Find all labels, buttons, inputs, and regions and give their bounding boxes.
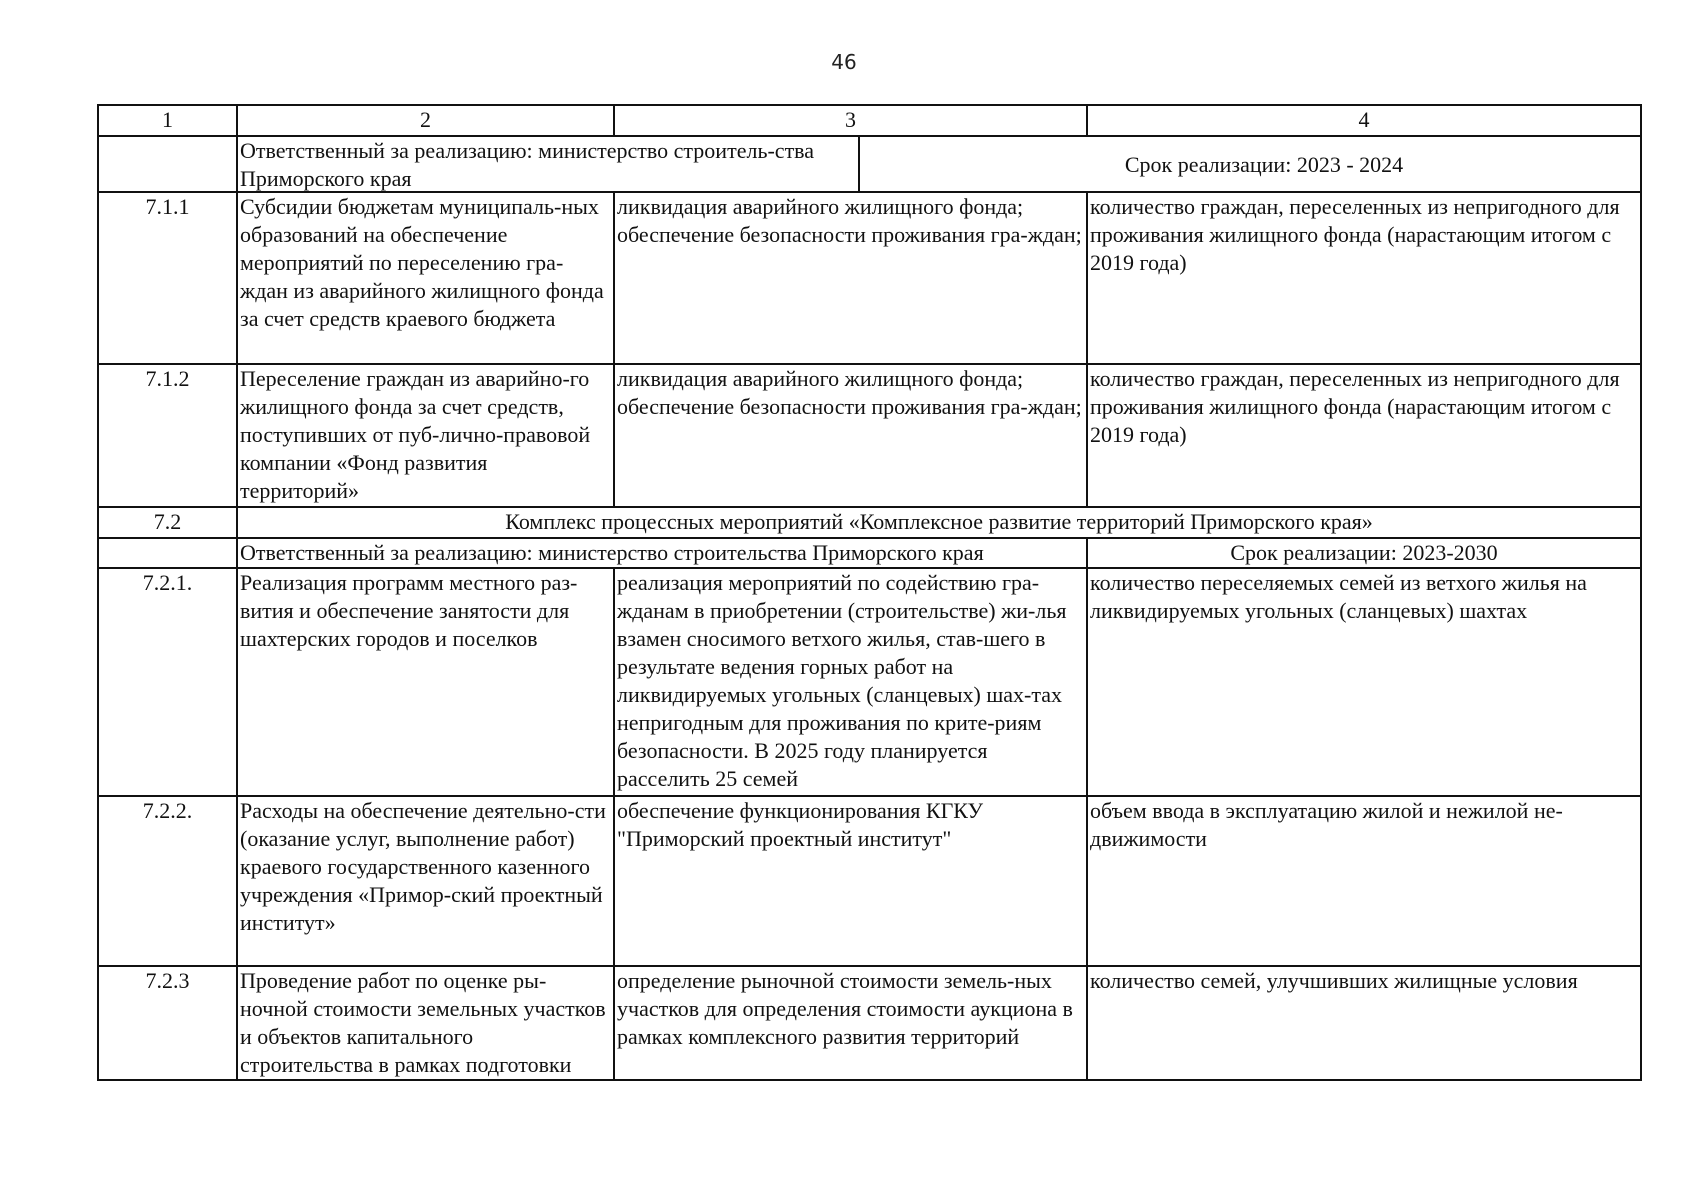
row-number: 7.2.2. — [99, 797, 238, 965]
measure-name: Проведение работ по оценке ры-ночной стоимости земельных участков и объектов капитального строительства в рамках подготовки — [238, 967, 615, 1079]
row-number: 7.1.1 — [99, 193, 238, 363]
responsible-text: Ответственный за реализацию: министерство строитель-ства Приморского края — [238, 137, 860, 191]
measure-indicator: объем ввода в эксплуатацию жилой и нежилой не-движимости — [1090, 798, 1563, 851]
measure-task: обеспечение функционирования КГКУ "Приморский проектный институт" — [615, 797, 1088, 965]
table-row — [99, 569, 1640, 797]
row-number: 7.1.2 — [99, 365, 238, 506]
measure-task: реализация мероприятий по содействию гра-жданам в приобретении (строительстве) жи-лья взамен сносимого ветхого жилья, став-шего в результате ведения горных работ на ликвидируемых угольных (сланцевых) шах-тах непригодным для проживания по крите-риям безопасности. В 2025 году планируется расселить 25 семей — [615, 569, 1088, 795]
table-row — [99, 193, 1640, 365]
implementation-term: Срок реализации: 2023-2030 — [1230, 540, 1498, 565]
row-number: 7.2.3 — [99, 967, 238, 1079]
section-row — [99, 508, 1640, 539]
section-title: Комплекс процессных мероприятий «Комплексное развитие территорий Приморского края» — [505, 509, 1373, 534]
measure-name: Переселение граждан из аварийно-го жилищного фонда за счет средств, поступивших от пуб-лично-правовой компании «Фонд развития территорий» — [238, 365, 615, 506]
measure-task: определение рыночной стоимости земель-ных участков для определения стоимости аукциона в рамках комплексного развития территорий — [615, 967, 1088, 1079]
row-number: 7.2.1. — [99, 569, 238, 795]
measure-indicator: количество граждан, переселенных из непригодного для проживания жилищного фонда (нарастающим итогом с 2019 года) — [1090, 194, 1620, 275]
empty-cell — [99, 137, 238, 191]
column-number-3: 3 — [615, 106, 1088, 135]
responsible-row — [99, 137, 1640, 193]
measure-task: ликвидация аварийного жилищного фонда; обеспечение безопасности проживания гра-ждан; — [615, 193, 1088, 363]
responsible-block — [238, 137, 1640, 191]
empty-cell — [99, 539, 238, 567]
measure-indicator: количество семей, улучшивших жилищные условия — [1090, 968, 1578, 993]
column-number-4: 4 — [1358, 107, 1370, 132]
responsible-text: Ответственный за реализацию: министерство строительства Приморского края — [238, 539, 1088, 567]
measure-name: Реализация программ местного раз-вития и обеспечение занятости для шахтерских городов и поселков — [238, 569, 615, 795]
column-number-2: 2 — [238, 106, 615, 135]
measure-name: Субсидии бюджетам муниципаль-ных образований на обеспечение мероприятий по переселению гра-ждан из аварийного жилищного фонда за счет средств краевого бюджета — [238, 193, 615, 363]
measure-indicator: количество граждан, переселенных из непригодного для проживания жилищного фонда (нарастающим итогом с 2019 года) — [1090, 366, 1620, 447]
table-row — [99, 967, 1640, 1079]
implementation-term: Срок реализации: 2023 - 2024 — [1124, 152, 1404, 177]
table-row — [99, 797, 1640, 967]
table-row — [99, 365, 1640, 508]
column-number-1: 1 — [99, 106, 238, 135]
measure-indicator: количество переселяемых семей из ветхого жилья на ликвидируемых угольных (сланцевых) шахтах — [1090, 570, 1587, 623]
table-header-row — [99, 106, 1640, 137]
page-number: 46 — [831, 50, 857, 74]
measure-name: Расходы на обеспечение деятельно-сти (оказание услуг, выполнение работ) краевого государственного казенного учреждения «Примор-ский проектный институт» — [238, 797, 615, 965]
measure-task: ликвидация аварийного жилищного фонда; обеспечение безопасности проживания гра-ждан; — [615, 365, 1088, 506]
section-number: 7.2 — [99, 508, 238, 537]
measures-table — [97, 104, 1642, 1081]
responsible-row — [99, 539, 1640, 569]
